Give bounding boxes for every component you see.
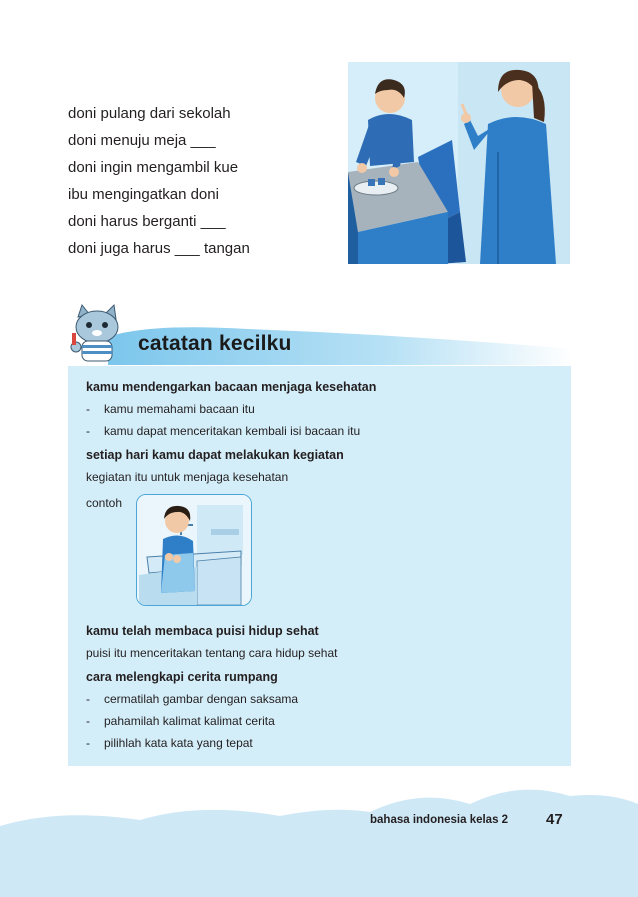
notes-panel [68,366,571,766]
list-item [86,402,255,416]
story-line: doni ingin mengambil kue [68,159,239,176]
list-item-text: cermatilah gambar dengan saksama [104,692,299,706]
story-illustration [348,62,570,264]
story-line: doni menuju meja ___ [68,132,216,149]
list-item [86,692,298,706]
list-item-text: kamu memahami bacaan itu [104,402,255,416]
section-title: catatan kecilku [138,332,292,355]
list-item-text: pahamilah kalimat kalimat cerita [104,714,275,728]
list-dash: - [86,736,90,750]
list-item [86,424,360,438]
cat-mascot-icon [68,303,126,365]
list-item-text: pilihlah kata kata yang tepat [104,736,253,750]
list-item [86,714,275,728]
handwashing-illustration [136,494,252,606]
note-heading: setiap hari kamu dapat melakukan kegiatan [86,448,344,462]
story-line: ibu mengingatkan doni [68,186,219,203]
list-item-text: kamu dapat menceritakan kembali isi bacaan itu [104,424,361,438]
note-text: kegiatan itu untuk menjaga kesehatan [86,470,289,484]
list-dash: - [86,714,90,728]
list-dash: - [86,692,90,706]
example-label: contoh [86,496,123,510]
story-line: doni harus berganti ___ [68,213,226,230]
note-heading: kamu mendengarkan bacaan menjaga kesehatan [86,380,377,394]
list-dash: - [86,424,90,438]
story-line: doni juga harus ___ tangan [68,240,250,257]
list-dash: - [86,402,90,416]
note-heading: kamu telah membaca puisi hidup sehat [86,624,319,638]
footer-clouds [0,778,638,897]
story-line: doni pulang dari sekolah [68,105,231,122]
story-text [68,100,348,262]
page-number: 47 [546,811,563,828]
note-heading: cara melengkapi cerita rumpang [86,670,278,684]
section-header [68,303,573,367]
book-label: bahasa indonesia kelas 2 [370,814,509,826]
note-text: puisi itu menceritakan tentang cara hidup sehat [86,646,338,660]
list-item [86,736,253,750]
